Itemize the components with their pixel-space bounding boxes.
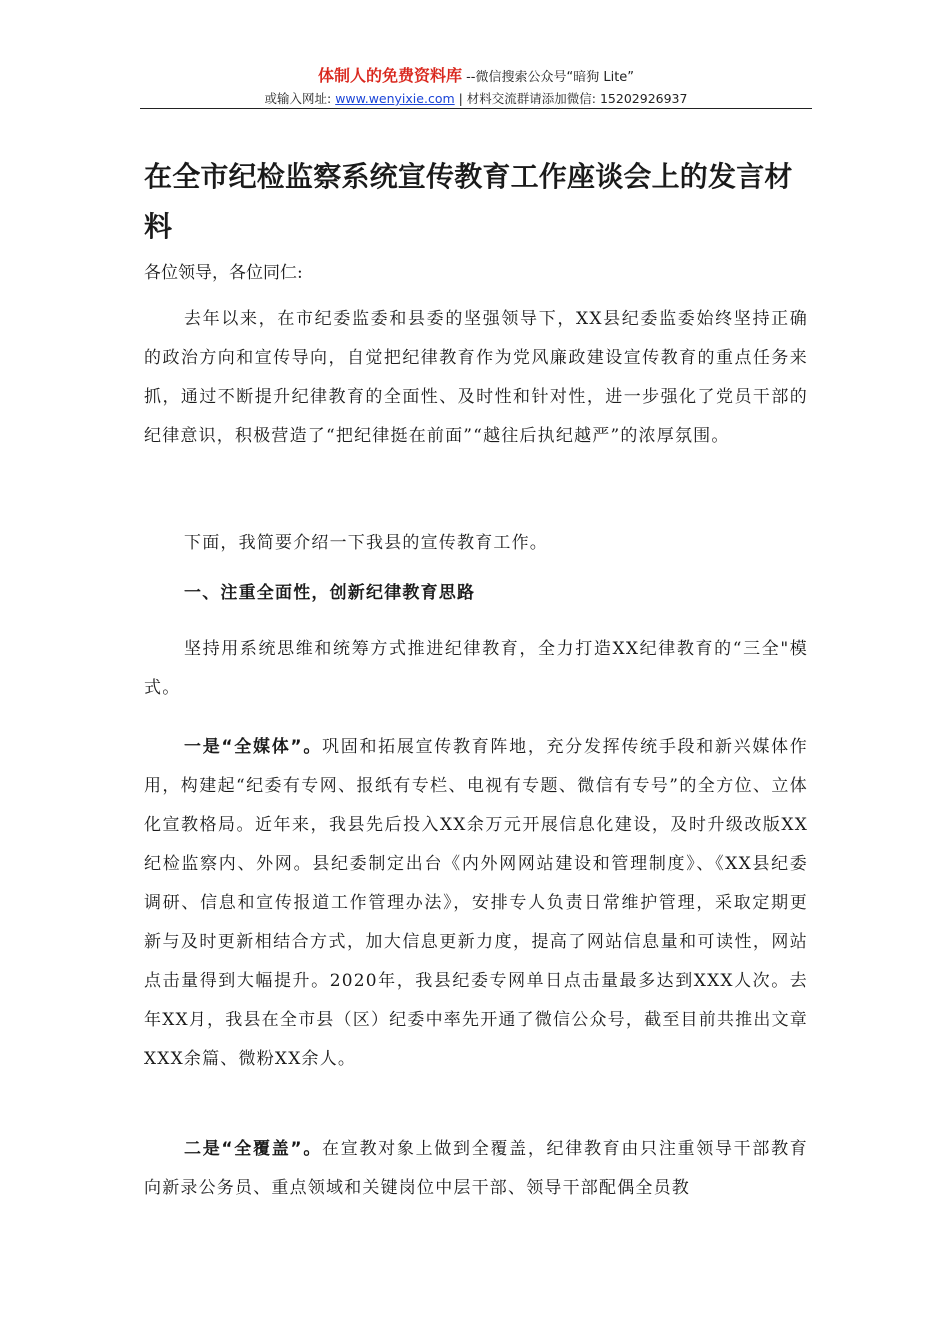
header-tagline: --微信搜索公众号“暗狗 Lite” <box>461 70 635 85</box>
paragraph-body: 在宣教对象上做到全覆盖，纪律教育由只注重领导干部教育向新录公务员、重点领域和关键岗位中层干部、领导干部配偶全员教 <box>144 1139 808 1198</box>
paragraph-section-1: 坚持用系统思维和统筹方式推进纪律教育，全力打造XX纪律教育的“三全"模式。 <box>144 639 808 698</box>
paragraph-lead: 一是“全媒体”。 <box>184 737 323 757</box>
page-header <box>140 66 812 108</box>
paragraph-all-media <box>144 728 808 1079</box>
paragraph-full-coverage <box>144 1130 808 1208</box>
header-divider <box>140 108 812 109</box>
section-heading-1: 一、注重全面性，创新纪律教育思路 <box>184 583 476 603</box>
paragraph-intro: 去年以来，在市纪委监委和县委的坚强领导下，XX县纪委监委始终坚持正确的政治方向和宣传导向，自觉把纪律教育作为党风廉政建设宣传教育的重点任务来抓，通过不断提升纪律教育的全面性、及时性和针对性，进一步强化了党员干部的纪律意识，积极营造了“把纪律挺在前面”“越往后执纪越严”的浓厚氛围。 <box>144 309 808 446</box>
header-line-brand <box>140 66 812 88</box>
website-link[interactable]: www.wenyixie.com <box>335 91 455 106</box>
paragraph-lead: 二是“全覆盖”。 <box>184 1139 323 1159</box>
url-prefix: 或输入网址: <box>264 91 336 106</box>
contact-info: | 材料交流群请添加微信: 15202926937 <box>454 91 688 106</box>
brand-name: 体制人的免费资料库 <box>317 66 462 85</box>
greeting: 各位领导，各位同仁: <box>144 263 303 283</box>
paragraph-overview: 下面，我简要介绍一下我县的宣传教育工作。 <box>184 533 548 553</box>
header-line-contact <box>140 90 812 108</box>
paragraph-body: 巩固和拓展宣传教育阵地，充分发挥传统手段和新兴媒体作用，构建起“纪委有专网、报纸有专栏、电视有专题、微信有专号”的全方位、立体化宣教格局。近年来，我县先后投入XX余万元开展信息化建设，及时升级改版XX纪检监察内、外网。县纪委制定出台《内外网网站建设和管理制度》、《XX县纪委调研、信息和宣传报道工作管理办法》，安排专人负责日常维护管理，采取定期更新与及时更新相结合方式，加大信息更新力度，提高了网站信息量和可读性，网站点击量得到大幅提升。2020年，我县纪委专网单日点击量最多达到XXX人次。去年XX月，我县在全市县（区）纪委中率先开通了微信公众号，截至目前共推出文章XXX余篇、微粉XX余人。 <box>144 737 808 1069</box>
document-title: 在全市纪检监察系统宣传教育工作座谈会上的发言材料 <box>144 160 793 243</box>
